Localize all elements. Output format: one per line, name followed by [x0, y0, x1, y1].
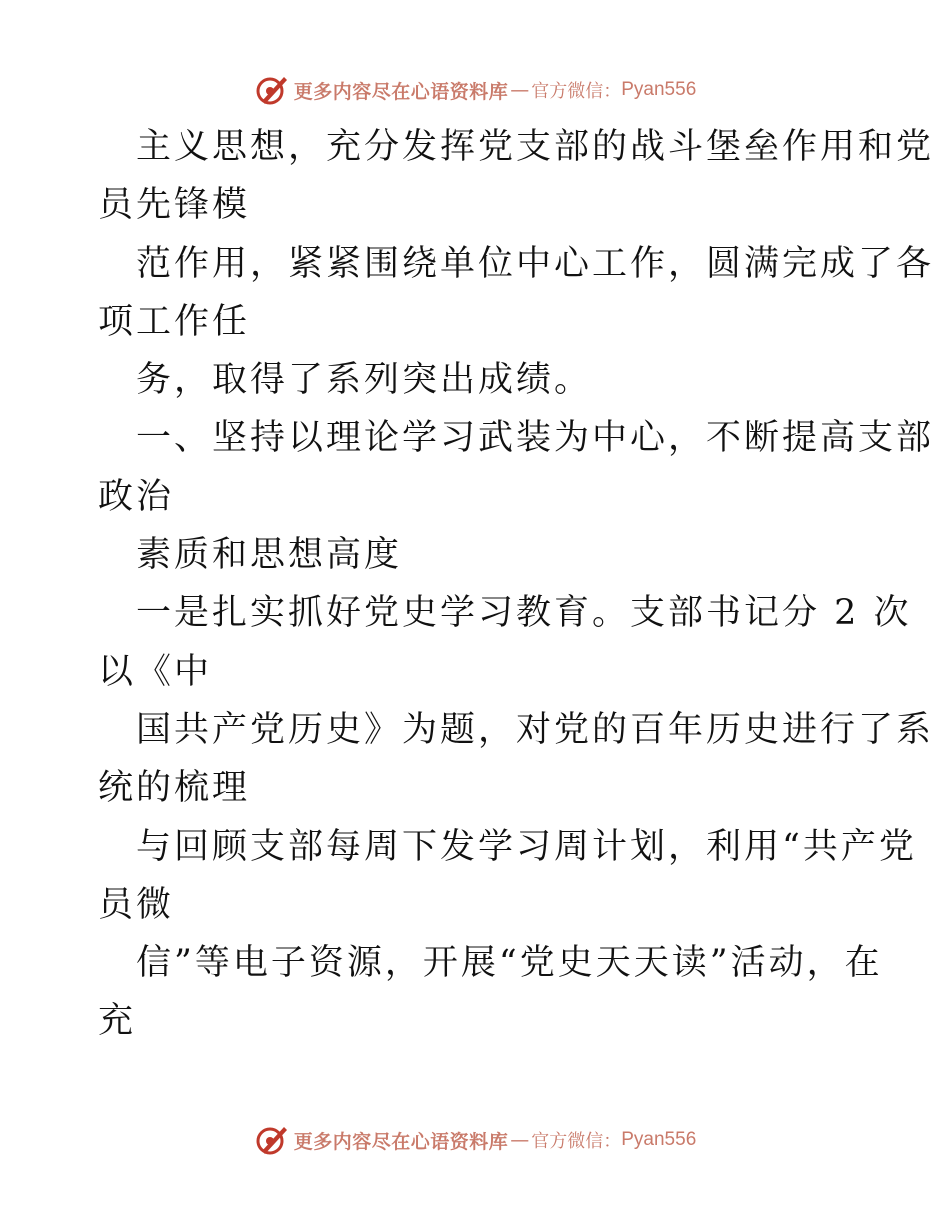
banner-dash: — [510, 79, 530, 101]
banner-official-label: 官方微信： [531, 1131, 622, 1152]
body-line: 项工作任 [98, 301, 251, 342]
body-line: 信”等电子资源，开展“党史天天读”活动，在 [136, 943, 883, 984]
body-line: 素质和思想高度 [136, 535, 403, 576]
body-line: 国共产党历史》为题，对党的百年历史进行了系 [136, 709, 935, 750]
body-line: 与回顾支部每周下发学习周计划，利用“共产党 [136, 826, 917, 867]
header-banner [0, 70, 950, 110]
pen-logo-icon [254, 1123, 288, 1157]
body-line: 员微 [98, 884, 175, 925]
body-line: 员先锋模 [98, 185, 251, 226]
banner-dash: — [510, 1129, 530, 1151]
body-line: 政治 [98, 476, 175, 517]
footer-banner [0, 1120, 950, 1160]
banner-wechat-id: Pyan556 [621, 1129, 697, 1150]
body-line: 一、坚持以理论学习武装为中心，不断提高支部 [136, 418, 935, 459]
pen-logo-icon [254, 73, 288, 107]
body-line: 一是扎实抓好党史学习教育。支部书记分 2 次 [136, 593, 912, 634]
banner-site-text: 更多内容尽在心语资料库 [293, 80, 509, 103]
body-line: 务，取得了系列突出成绩。 [136, 360, 593, 401]
body-line: 统的梳理 [98, 768, 251, 809]
body-line: 充 [98, 1001, 137, 1042]
body-line: 范作用，紧紧围绕单位中心工作，圆满完成了各 [136, 243, 935, 284]
banner-official-label: 官方微信： [531, 81, 622, 102]
banner-wechat-id: Pyan556 [621, 79, 697, 100]
body-line: 以《中 [98, 651, 213, 692]
document-body [98, 118, 935, 1051]
banner-site-text: 更多内容尽在心语资料库 [293, 1130, 509, 1153]
body-line: 主义思想，充分发挥党支部的战斗堡垒作用和党 [136, 127, 935, 167]
